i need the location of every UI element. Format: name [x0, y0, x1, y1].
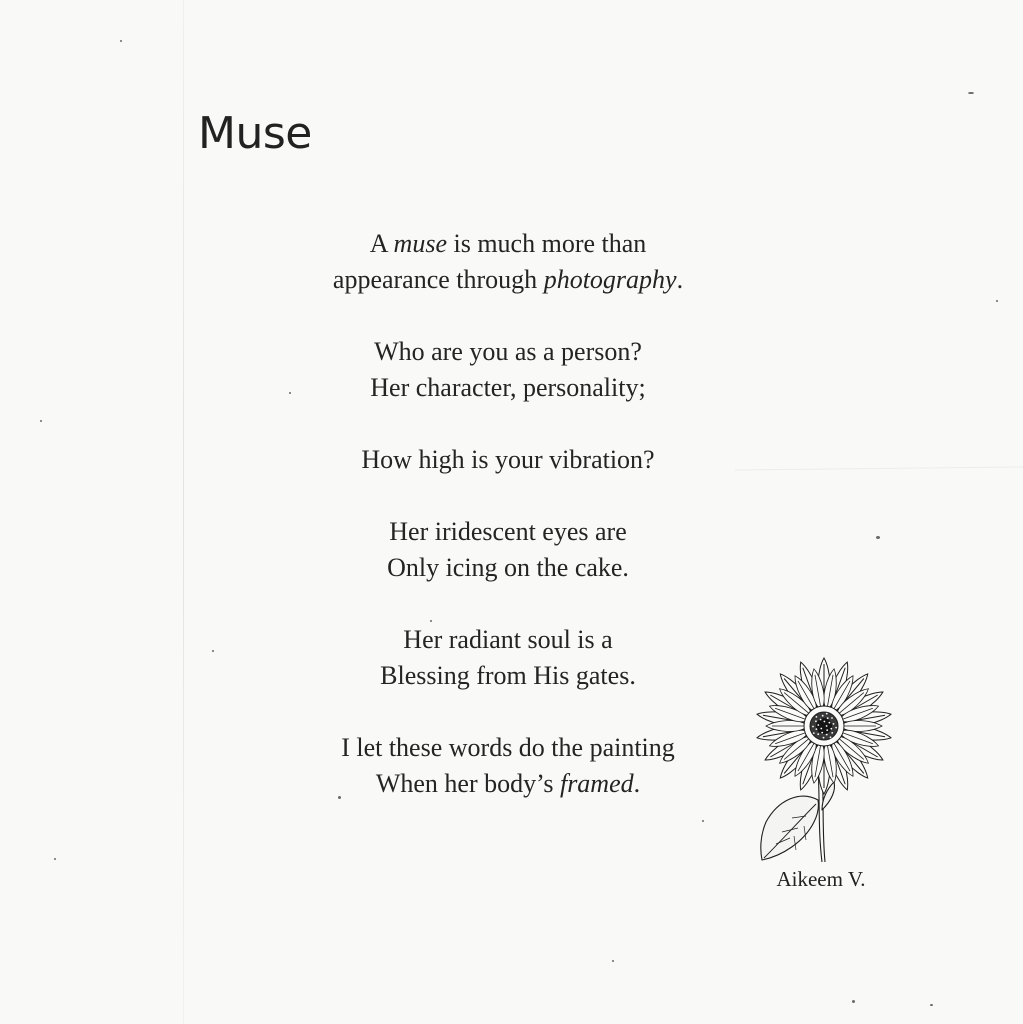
- poem-line: [258, 766, 758, 802]
- emphasized-word: framed: [559, 769, 634, 798]
- paper-crease: [183, 0, 184, 1024]
- line-text: Only icing on the cake.: [387, 553, 629, 582]
- line-text: is much more than: [446, 229, 647, 258]
- poem-body: [258, 226, 758, 802]
- poem-line: [258, 658, 758, 694]
- line-text: Her radiant soul is a: [403, 625, 613, 654]
- line-text: Who are you as a person?: [374, 337, 642, 366]
- poem-line: [258, 550, 758, 586]
- line-text: When her body’s: [375, 769, 560, 798]
- emphasized-word: photography: [543, 265, 677, 294]
- line-text: Her iridescent eyes are: [389, 517, 627, 546]
- line-text: appearance through: [332, 265, 544, 294]
- line-text: A: [369, 229, 394, 258]
- poem-title: Muse: [198, 108, 312, 159]
- poem-stanza: [258, 622, 758, 694]
- line-text: I let these words do the painting: [341, 733, 675, 762]
- author-signature: Aikeem V.: [776, 867, 866, 891]
- line-text: Blessing from His gates.: [380, 661, 636, 690]
- poem-stanza: [258, 730, 758, 802]
- poem-line: [258, 622, 758, 658]
- line-text: Her character, personality;: [370, 373, 646, 402]
- line-text: How high is your vibration?: [361, 445, 655, 474]
- poem-line: [258, 226, 758, 262]
- poem-stanza: [258, 442, 758, 478]
- sunflower-icon: [748, 650, 900, 868]
- line-text: .: [633, 769, 641, 798]
- poem-line: [258, 442, 758, 478]
- poem-stanza: [258, 226, 758, 298]
- poem-line: [258, 514, 758, 550]
- poem-line: [258, 262, 758, 298]
- line-text: .: [676, 265, 684, 294]
- poem-stanza: [258, 334, 758, 406]
- poem-line: [258, 370, 758, 406]
- emphasized-word: muse: [393, 229, 447, 258]
- poem-stanza: [258, 514, 758, 586]
- poem-line: [258, 334, 758, 370]
- paper-crease: [735, 466, 1023, 470]
- poem-line: [258, 730, 758, 766]
